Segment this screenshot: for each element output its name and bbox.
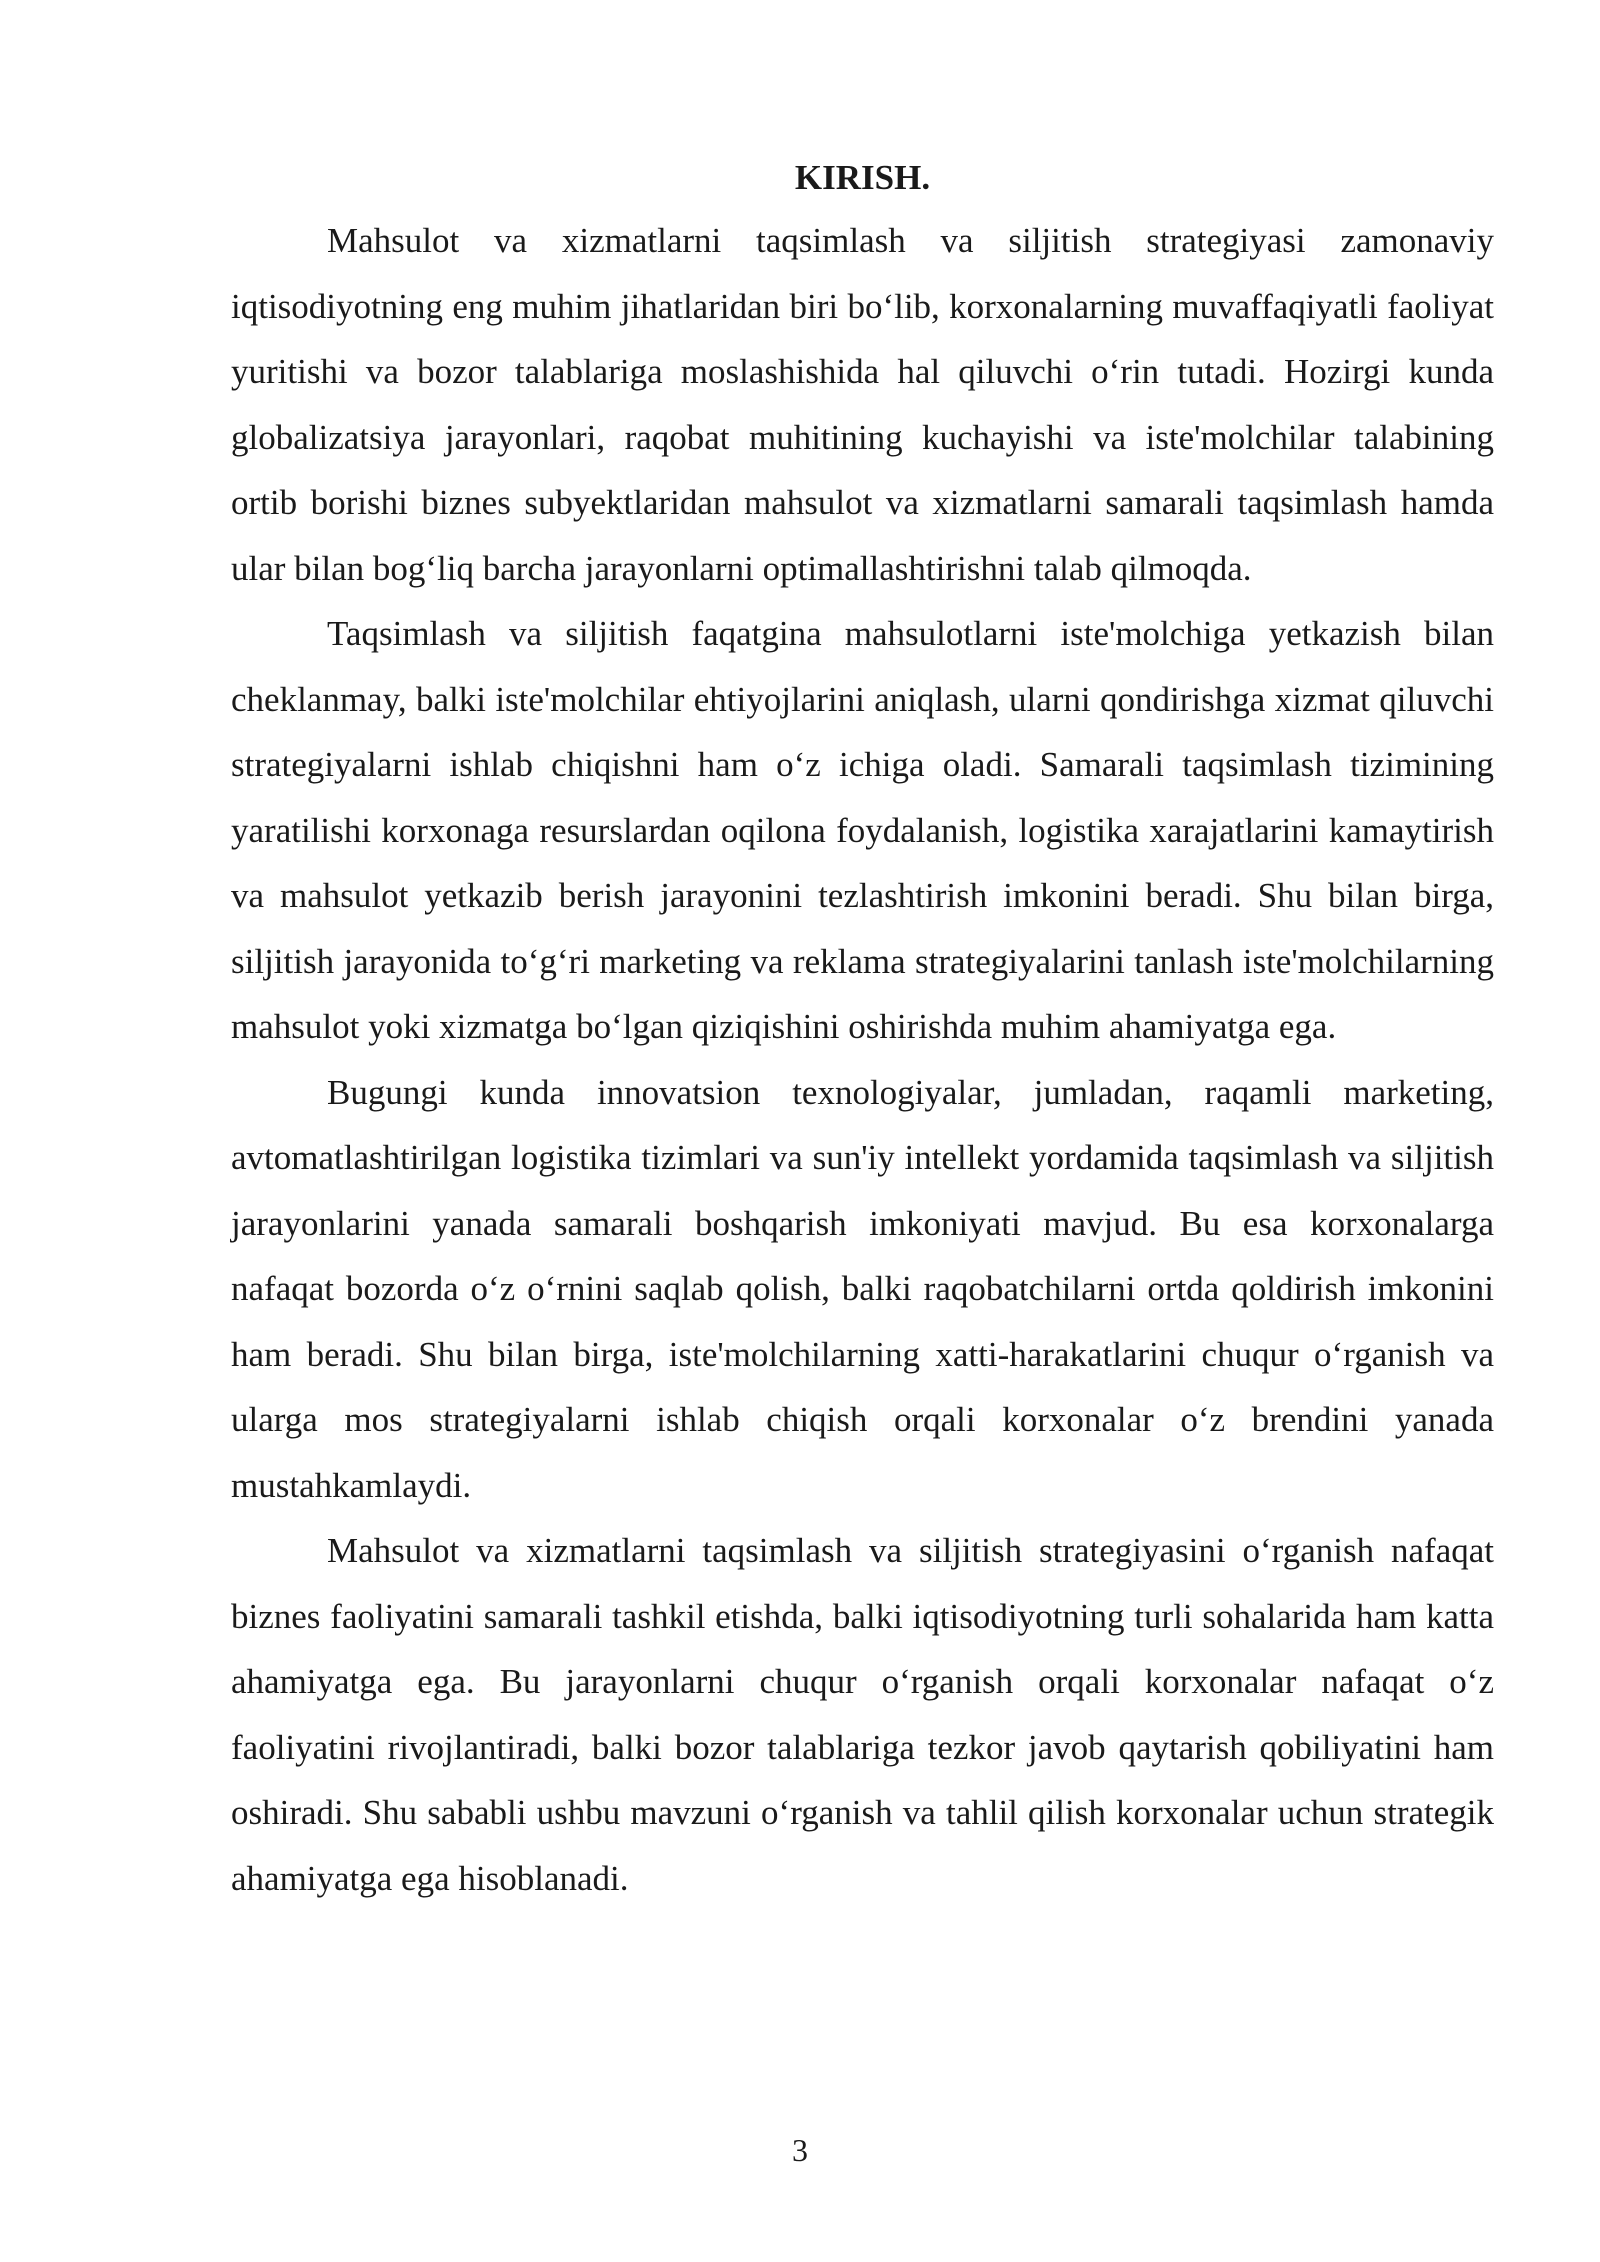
- paragraph-3: Bugungi kunda innovatsion texnologiyalar, jumladan, raqamli marketing, avtomatlashtirilgan logistika tizimlari va sun'iy intellekt yordamida taqsimlash va siljitish jarayonlarini yanada samarali boshqarish imkoniyati mavjud. Bu esa korxonalarga nafaqat bozorda o‘z o‘rnini saqlab qolish, balki raqobatchilarni ortda qoldirish imkonini ham beradi. Shu bilan birga, iste'molchilarning xatti-harakatlarini chuqur o‘rganish va ularga mos strategiyalarni ishlab chiqish orqali korxonalar o‘z brendini yanada mustahkamlaydi.: [231, 1072, 1494, 1505]
- page-number: 3: [792, 2132, 808, 2168]
- paragraph-1: Mahsulot va xizmatlarni taqsimlash va siljitish strategiyasi zamonaviy iqtisodiyotning eng muhim jihatlaridan biri bo‘lib, korxonalarning muvaffaqiyatli faoliyat yuritishi va bozor talablariga moslashishida hal qiluvchi o‘rin tutadi. Hozirgi kunda globalizatsiya jarayonlari, raqobat muhitining kuchayishi va iste'molchilar talabining ortib borishi biznes subyektlaridan mahsulot va xizmatlarni samarali taqsimlash hamda ular bilan bog‘liq barcha jarayonlarni optimallashtirishni talab qilmoqda.: [231, 221, 1494, 588]
- section-title: KIRISH.: [794, 158, 931, 197]
- paragraph-4: Mahsulot va xizmatlarni taqsimlash va siljitish strategiyasini o‘rganish nafaqat biznes faoliyatini samarali tashkil etishda, balki iqtisodiyotning turli sohalarida ham katta ahamiyatga ega. Bu jarayonlarni chuqur o‘rganish orqali korxonalar nafaqat o‘z faoliyatini rivojlantiradi, balki bozor talablariga tezkor javob qaytarish qobiliyatini ham oshiradi. Shu sababli ushbu mavzuni o‘rganish va tahlil qilish korxonalar uchun strategik ahamiyatga ega hisoblanadi.: [231, 1531, 1494, 1898]
- paragraph-2: Taqsimlash va siljitish faqatgina mahsulotlarni iste'molchiga yetkazish bilan cheklanmay, balki iste'molchilar ehtiyojlarini aniqlash, ularni qondirishga xizmat qiluvchi strategiyalarni ishlab chiqishni ham o‘z ichiga oladi. Samarali taqsimlash tizimining yaratilishi korxonaga resurslardan oqilona foydalanish, logistika xarajatlarini kamaytirish va mahsulot yetkazib berish jarayonini tezlashtirish imkonini beradi. Shu bilan birga, siljitish jarayonida to‘g‘ri marketing va reklama strategiyalarini tanlash iste'molchilarning mahsulot yoki xizmatga bo‘lgan qiziqishini oshirishda muhim ahamiyatga ega.: [231, 614, 1494, 1046]
- page-content: [231, 148, 1494, 1911]
